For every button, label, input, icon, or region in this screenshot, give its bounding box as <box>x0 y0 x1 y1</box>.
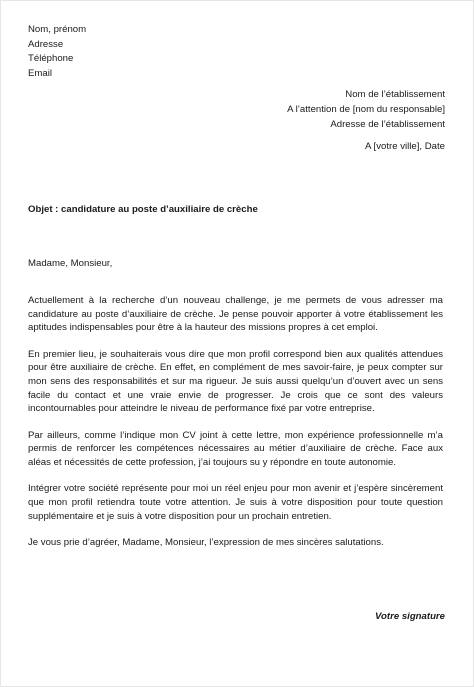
recipient-address: Adresse de l’établissement <box>330 119 445 130</box>
letter-body <box>28 294 443 550</box>
recipient-attention: A l’attention de [nom du responsable] <box>287 104 445 115</box>
place-date: A [votre ville], Date <box>365 141 445 152</box>
signature: Votre signature <box>374 611 445 622</box>
sender-block <box>28 23 86 82</box>
sender-phone: Téléphone <box>28 53 74 65</box>
salutation: Madame, Monsieur, <box>28 258 113 269</box>
sender-email: Email <box>28 68 52 80</box>
recipient-establishment: Nom de l’établissement <box>345 89 445 100</box>
closing-formula: Je vous prie d’agréer, Madame, Monsieur, l’expression de mes sincères salutations. <box>28 536 384 548</box>
body-paragraph: Intégrer votre société représente pour moi un réel enjeu pour mon avenir et j’espère sincèrement que mon profil retiendra toute votre attention. Je suis à votre disposition pour toute question supplémentaire et je suis à votre disposition pour un prochain entretien. <box>28 483 443 522</box>
recipient-block <box>287 87 445 132</box>
body-paragraph: Actuellement à la recherche d’un nouveau challenge, je me permets de vous adresser ma candidature au poste d’auxiliaire de crèche. Je pense pouvoir apporter à votre établissement les aptitudes indispensables pour être à la hauteur des missions propres à cet emploi. <box>28 295 443 334</box>
sender-name: Nom, prénom <box>28 24 87 35</box>
letter-subject: Objet : candidature au poste d’auxiliaire de crèche <box>28 204 258 215</box>
body-paragraph: En premier lieu, je souhaiterais vous dire que mon profil correspond bien aux qualités attendues pour être auxiliaire de crèche. En effet, en complément de mes savoir-faire, je peux compter sur mon sens des responsabilités et sur ma rigueur. Je suis aussi quelqu’un d’ouvert avec un sens facile du contact et une vraie envie de progresser. Je crois que ce sont des valeurs incontournables pour atteindre le niveau de performance fixé par votre entreprise. <box>28 348 443 415</box>
sender-address: Adresse <box>28 38 64 50</box>
body-paragraph: Par ailleurs, comme l’indique mon CV joint à cette lettre, mon expérience professionnelle m’a permis de renforcer les compétences nécessaires au métier d’auxiliaire de crèche. Face aux aléas et nécessités de cette profession, j’ai toujours su y répondre en toute autonomie. <box>28 429 443 469</box>
